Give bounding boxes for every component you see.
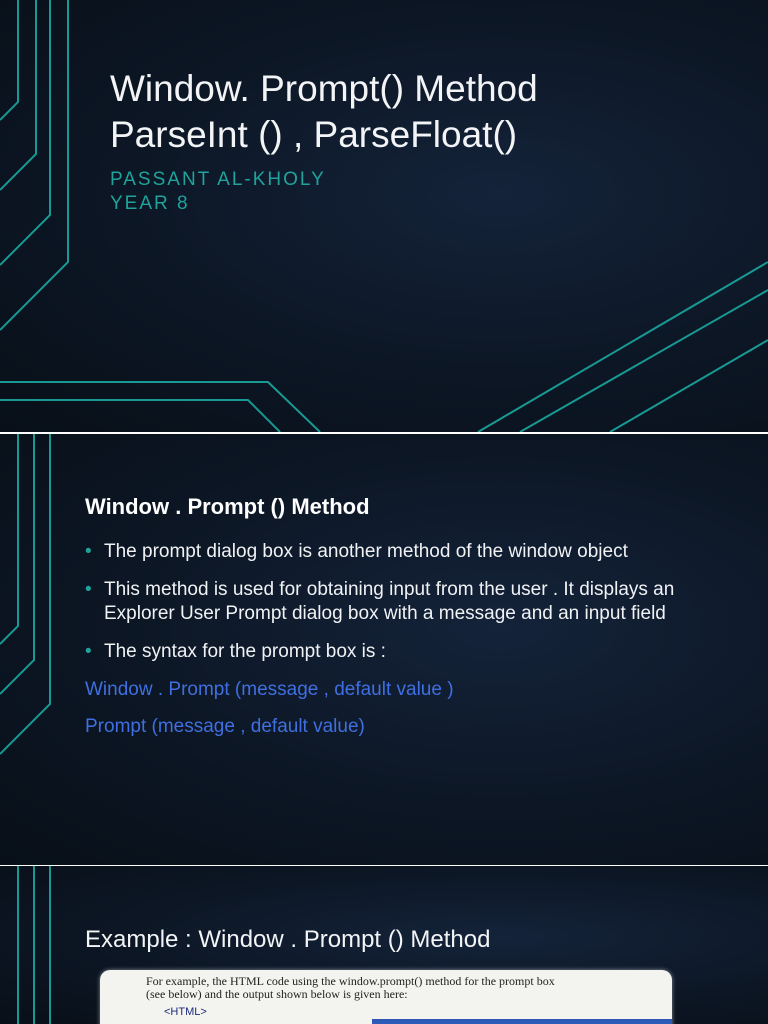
- excerpt-text: (see below) and the output shown below is given here:: [146, 987, 408, 1001]
- bullet-text: This method is used for obtaining input from the user . It displays an Explorer User Prompt dialog box with a message and an input field: [104, 579, 675, 624]
- bullet-icon: •: [85, 541, 92, 562]
- textbook-excerpt-image: [100, 970, 672, 1024]
- bullet-list: [85, 540, 735, 678]
- slide-subtitle: [110, 168, 326, 216]
- slide-heading: Window . Prompt () Method: [85, 494, 370, 519]
- title-line-1: Window. Prompt() Method: [110, 68, 538, 109]
- browser-window-preview: [372, 1019, 672, 1024]
- excerpt-text: For example, the HTML code using the window.prompt() method for the prompt box: [146, 974, 555, 988]
- list-item: [85, 640, 735, 664]
- syntax-line: Window . Prompt (message , default value ): [85, 679, 454, 700]
- circuit-decoration: [0, 0, 768, 432]
- year-label: YEAR 8: [110, 193, 190, 214]
- bullet-text: The syntax for the prompt box is :: [104, 641, 386, 662]
- bullet-text: The prompt dialog box is another method of the window object: [104, 541, 628, 562]
- example-slide: [0, 866, 768, 1024]
- title-line-2: ParseInt () , ParseFloat(): [110, 114, 518, 155]
- slide-title: [110, 66, 538, 158]
- list-item: [85, 540, 735, 564]
- html-tag-text: <HTML>: [164, 1006, 207, 1018]
- title-slide: [0, 0, 768, 432]
- bullet-icon: •: [85, 641, 92, 662]
- slide-heading: Example : Window . Prompt () Method: [85, 926, 491, 953]
- method-slide: [0, 434, 768, 865]
- list-item: [85, 578, 735, 626]
- syntax-line: Prompt (message , default value): [85, 716, 365, 737]
- bullet-icon: •: [85, 579, 92, 600]
- author-name: PASSANT AL-KHOLY: [110, 169, 326, 190]
